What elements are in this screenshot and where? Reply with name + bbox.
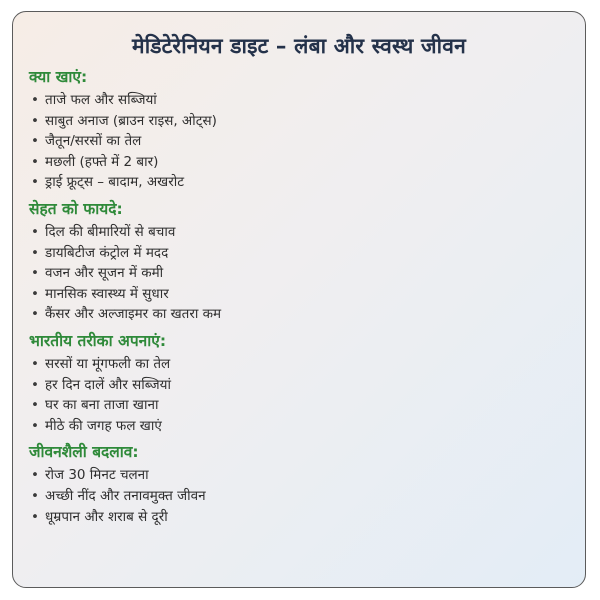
section-indian-way (29, 330, 569, 436)
list-item-text: मछली (हफ्ते में 2 बार) (45, 153, 159, 170)
bullet-icon: • (31, 174, 39, 191)
list-item-text: हर दिन दालें और सब्जियां (45, 376, 171, 393)
list-item-text: ड्राई फ्रूट्स – बादाम, अखरोट (45, 174, 185, 191)
list-item (29, 304, 569, 325)
item-list (29, 222, 569, 325)
list-item (29, 507, 569, 528)
list-item-text: धूम्रपान और शराब से दूरी (45, 508, 168, 525)
bullet-icon: • (31, 285, 39, 302)
item-list (29, 90, 569, 193)
list-item (29, 416, 569, 437)
list-item (29, 222, 569, 243)
bullet-icon: • (31, 397, 39, 414)
list-item (29, 486, 569, 507)
bullet-icon: • (31, 355, 39, 372)
bullet-icon: • (31, 244, 39, 261)
list-item (29, 152, 569, 173)
list-item (29, 375, 569, 396)
bullet-icon: • (31, 376, 39, 393)
sections-container (29, 66, 569, 527)
bullet-icon: • (31, 487, 39, 504)
bullet-icon: • (31, 306, 39, 323)
bullet-icon: • (31, 133, 39, 150)
list-item-text: कैंसर और अल्जाइमर का खतरा कम (45, 306, 222, 323)
list-item-text: मीठे की जगह फल खाएं (45, 417, 162, 434)
section-what-to-eat (29, 66, 569, 193)
list-item-text: अच्छी नींद और तनावमुक्त जीवन (45, 487, 206, 504)
list-item (29, 90, 569, 111)
section-heading: सेहत को फायदे: (29, 199, 123, 218)
section-heading: भारतीय तरीका अपनाएं: (29, 331, 167, 350)
list-item-text: साबुत अनाज (ब्राउन राइस, ओट्स) (45, 112, 217, 129)
page-title: मेडिटेरेनियन डाइट – लंबा और स्वस्थ जीवन (132, 34, 466, 58)
list-item (29, 263, 569, 284)
bullet-icon: • (31, 265, 39, 282)
list-item (29, 131, 569, 152)
list-item-text: घर का बना ताजा खाना (45, 397, 159, 414)
info-card (12, 11, 586, 588)
section-heading: क्या खाएं: (29, 68, 88, 86)
list-item-text: वजन और सूजन में कमी (45, 265, 164, 282)
bullet-icon: • (31, 153, 39, 170)
list-item (29, 354, 569, 375)
bullet-icon: • (31, 417, 39, 434)
list-item-text: डायबिटीज कंट्रोल में मदद (45, 244, 169, 261)
list-item-text: जैतून/सरसों का तेल (45, 133, 142, 150)
bullet-icon: • (31, 223, 39, 240)
section-lifestyle-changes (29, 441, 569, 527)
list-item-text: रोज 30 मिनट चलना (45, 467, 149, 484)
item-list (29, 465, 569, 527)
section-heading: जीवनशैली बदलाव: (29, 443, 139, 462)
bullet-icon: • (31, 467, 39, 484)
item-list (29, 354, 569, 436)
list-item (29, 172, 569, 193)
list-item (29, 465, 569, 486)
list-item (29, 395, 569, 416)
bullet-icon: • (31, 92, 39, 108)
bullet-icon: • (31, 112, 39, 129)
list-item-text: दिल की बीमारियों से बचाव (45, 223, 176, 240)
bullet-icon: • (31, 508, 39, 525)
list-item (29, 284, 569, 305)
list-item (29, 111, 569, 132)
list-item-text: मानसिक स्वास्थ्य में सुधार (45, 285, 169, 302)
section-health-benefits (29, 198, 569, 325)
list-item-text: सरसों या मूंगफली का तेल (45, 355, 171, 372)
list-item (29, 243, 569, 264)
list-item-text: ताजे फल और सब्जियां (45, 92, 157, 108)
